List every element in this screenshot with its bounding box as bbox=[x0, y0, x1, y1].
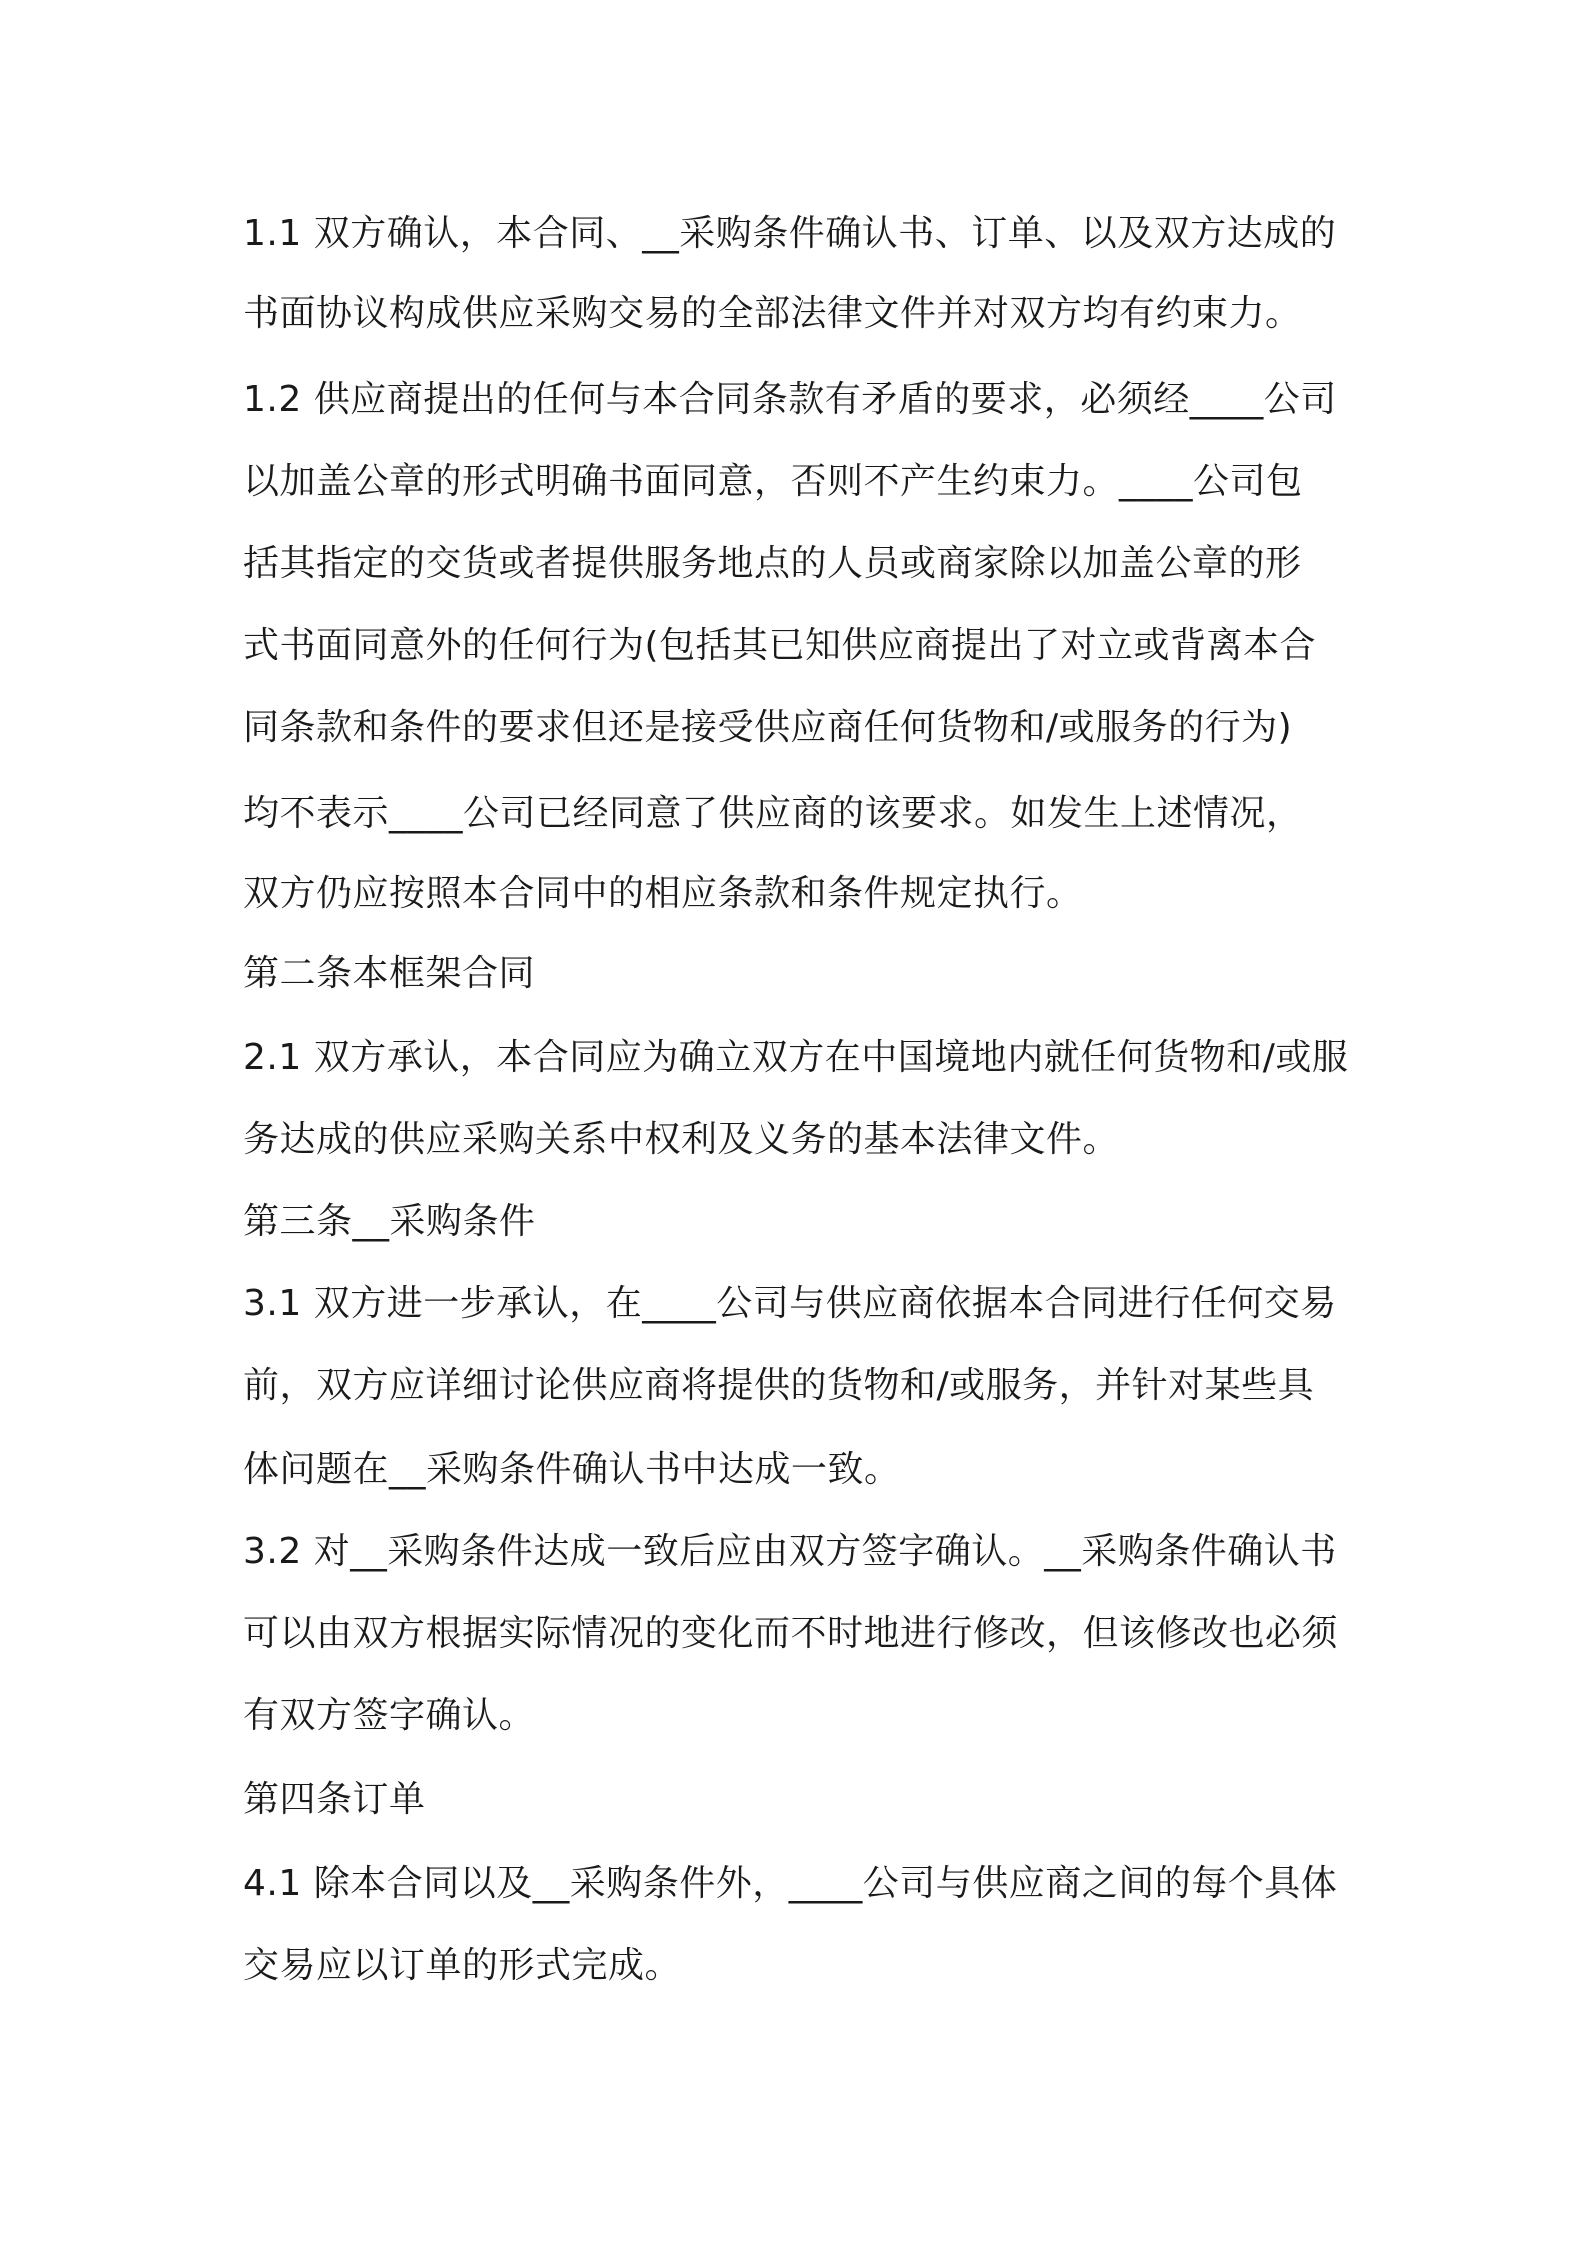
clause-1-2-line-2: 以加盖公章的形式明确书面同意，否则不产生约束力。____公司包 bbox=[243, 461, 1303, 502]
clause-1-2-line-5: 同条款和条件的要求但还是接受供应商任何货物和/或服务的行为) bbox=[243, 707, 1293, 748]
clause-4-1-line-2: 交易应以订单的形式完成。 bbox=[243, 1945, 682, 1986]
clause-2-1-line-2: 务达成的供应采购关系中权利及义务的基本法律文件。 bbox=[243, 1119, 1120, 1160]
clause-4-1-line-1: 4.1 除本合同以及__采购条件外，____公司与供应商之间的每个具体 bbox=[243, 1863, 1338, 1904]
clause-3-1-line-3: 体问题在__采购条件确认书中达成一致。 bbox=[243, 1449, 901, 1490]
clause-3-2-line-2: 可以由双方根据实际情况的变化而不时地进行修改，但该修改也必须 bbox=[243, 1613, 1339, 1654]
clause-1-1-line-2: 书面协议构成供应采购交易的全部法律文件并对双方均有约束力。 bbox=[243, 293, 1302, 334]
article-2-heading: 第二条本框架合同 bbox=[243, 953, 536, 994]
clause-1-2-line-6: 均不表示____公司已经同意了供应商的该要求。如发生上述情况， bbox=[243, 793, 1303, 834]
clause-1-1-line-1: 1.1 双方确认，本合同、__采购条件确认书、订单、以及双方达成的 bbox=[243, 213, 1337, 254]
clause-2-1-line-1: 2.1 双方承认，本合同应为确立双方在中国境地内就任何货物和/或服 bbox=[243, 1037, 1349, 1078]
clause-3-1-line-2: 前，双方应详细讨论供应商将提供的货物和/或服务，并针对某些具 bbox=[243, 1365, 1315, 1406]
clause-1-2-line-1: 1.2 供应商提出的任何与本合同条款有矛盾的要求，必须经____公司 bbox=[243, 379, 1337, 420]
clause-1-2-line-7: 双方仍应按照本合同中的相应条款和条件规定执行。 bbox=[243, 873, 1083, 914]
clause-3-2-line-3: 有双方签字确认。 bbox=[243, 1695, 536, 1736]
clause-3-2-line-1: 3.2 对__采购条件达成一致后应由双方签字确认。__采购条件确认书 bbox=[243, 1531, 1337, 1572]
clause-3-1-line-1: 3.1 双方进一步承认，在____公司与供应商依据本合同进行任何交易 bbox=[243, 1283, 1337, 1324]
clause-1-2-line-3: 括其指定的交货或者提供服务地点的人员或商家除以加盖公章的形 bbox=[243, 543, 1302, 584]
clause-1-2-line-4: 式书面同意外的任何行为(包括其已知供应商提出了对立或背离本合 bbox=[243, 625, 1317, 666]
article-4-heading: 第四条订单 bbox=[243, 1779, 426, 1820]
article-3-heading: 第三条__采购条件 bbox=[243, 1201, 536, 1242]
